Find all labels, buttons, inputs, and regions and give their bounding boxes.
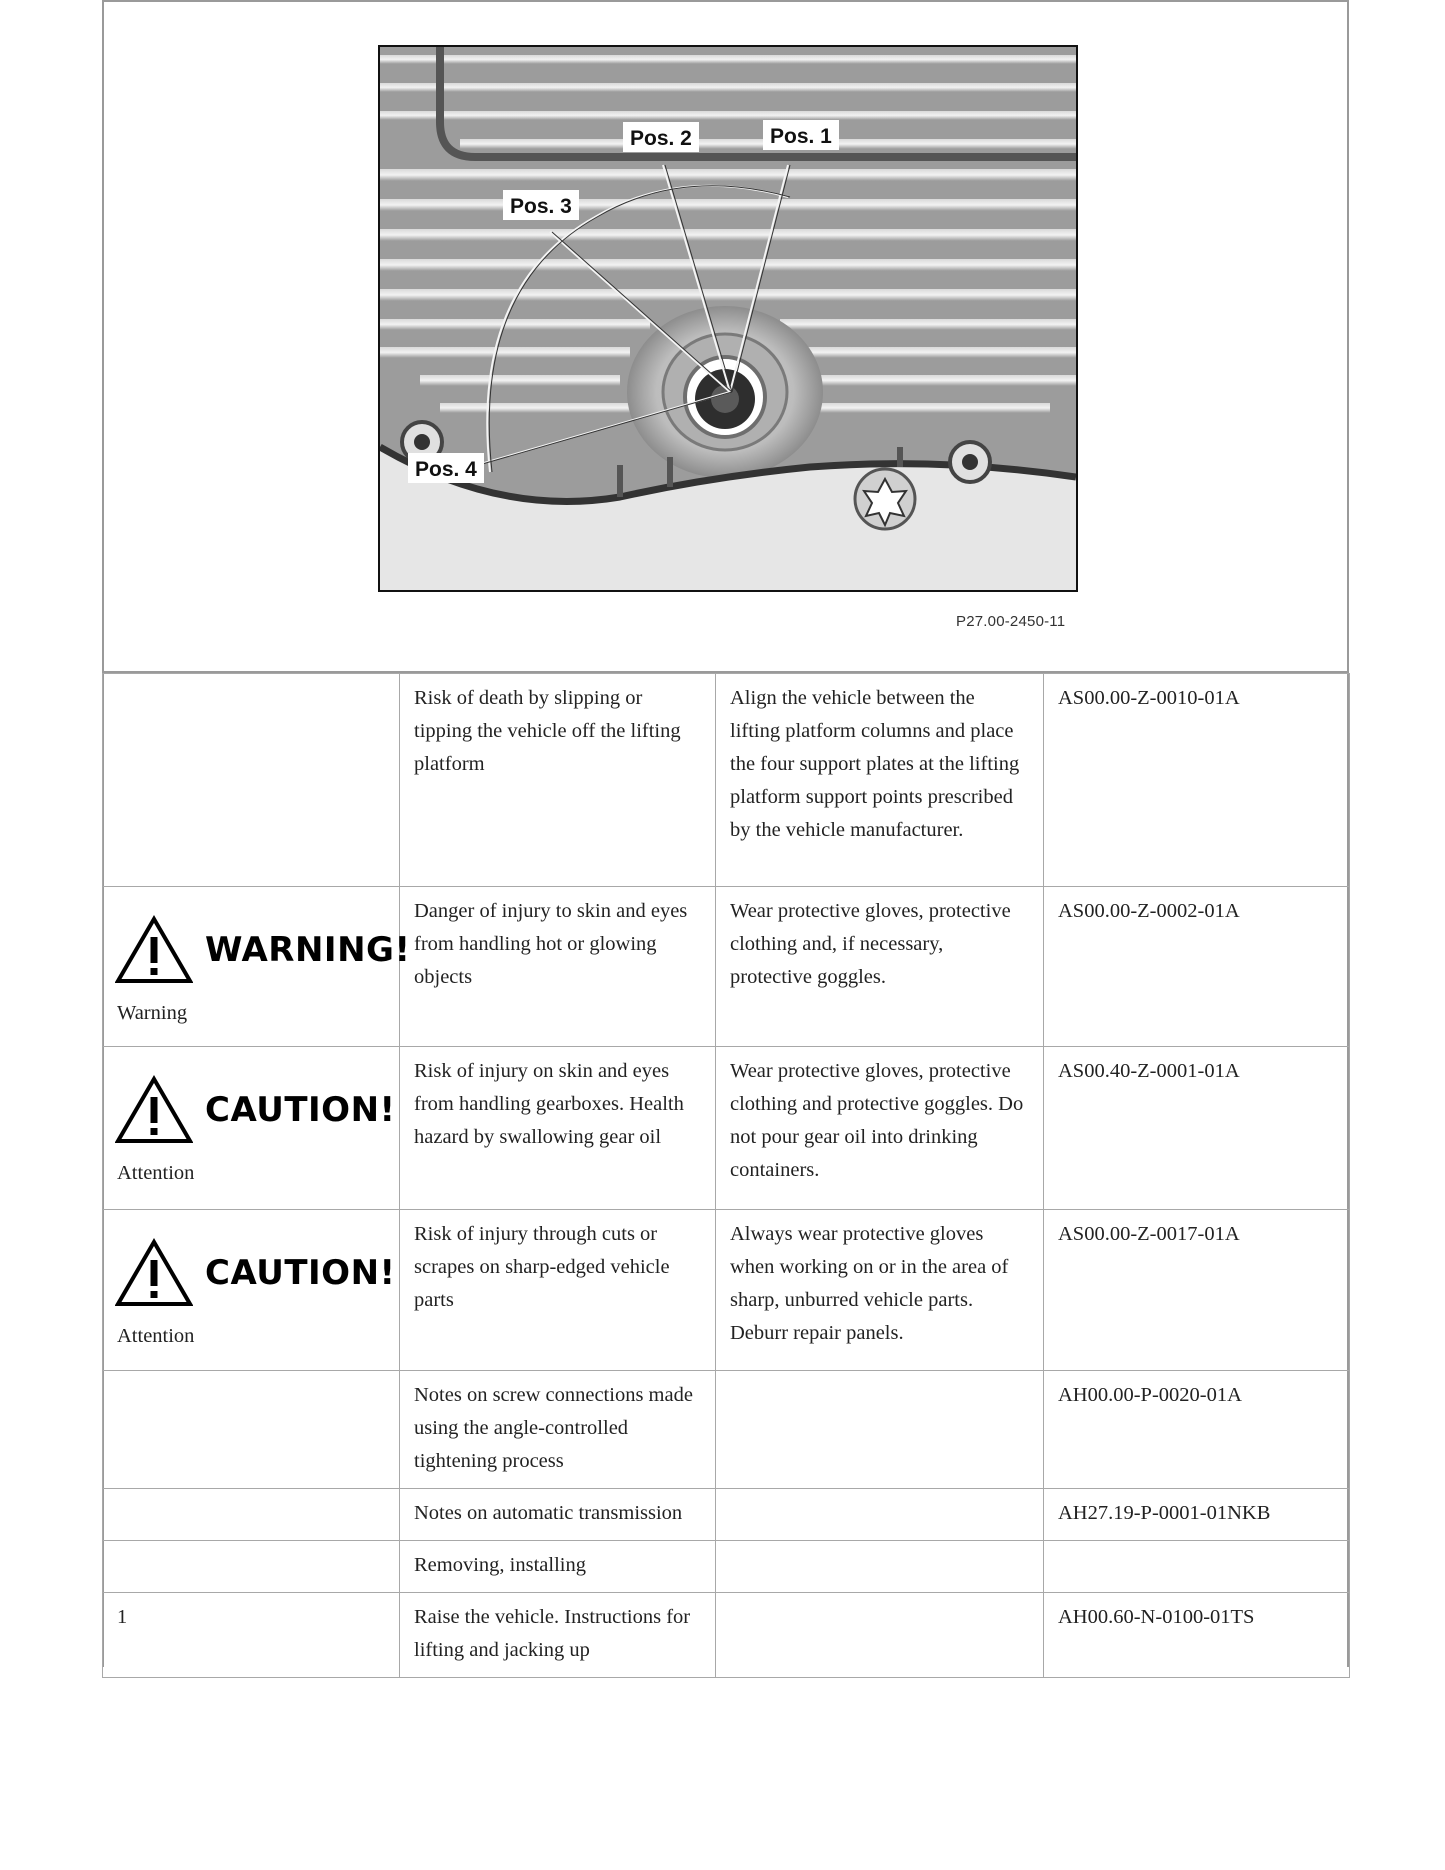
caution-label: CAUTION!: [205, 1089, 396, 1130]
row-3-caption: Attention: [117, 1162, 195, 1184]
row-7-col-1: [103, 1541, 400, 1593]
row-3-reference-link[interactable]: AS00.40-Z-0001-01A: [1044, 1047, 1350, 1210]
callout-pos-4: Pos. 4: [415, 458, 477, 481]
warning-triangle-icon: [115, 1238, 193, 1308]
row-6-measure: [716, 1489, 1044, 1541]
row-5-hazard: Notes on screw connections made using the angle-controlled tightening process: [400, 1371, 716, 1489]
row-5-reference-link[interactable]: AH00.00-P-0020-01A: [1044, 1371, 1350, 1489]
table-row: [103, 1047, 1350, 1210]
table-row: [103, 1541, 1350, 1593]
warning-triangle-icon: [115, 915, 193, 985]
row-1-reference-link[interactable]: AS00.00-Z-0010-01A: [1044, 674, 1350, 887]
row-3-measure: Wear protective gloves, protective clothing and protective goggles. Do not pour gear oil into drinking containers.: [716, 1047, 1044, 1210]
row-3-hazard: Risk of injury on skin and eyes from handling gearboxes. Health hazard by swallowing gear oil: [400, 1047, 716, 1210]
row-1-hazard: Risk of death by slipping or tipping the vehicle off the lifting platform: [400, 674, 716, 887]
row-1-col-1: [103, 674, 400, 887]
row-2-measure: Wear protective gloves, protective clothing and, if necessary, protective goggles.: [716, 887, 1044, 1047]
table-row: [103, 1371, 1350, 1489]
caution-sign: [115, 1236, 396, 1310]
row-2-hazard: Danger of injury to skin and eyes from handling hot or glowing objects: [400, 887, 716, 1047]
row-4-reference-link[interactable]: AS00.00-Z-0017-01A: [1044, 1210, 1350, 1371]
transmission-oil-pan-figure: [378, 45, 1078, 592]
warning-sign: [115, 913, 411, 987]
row-1-measure: Align the vehicle between the lifting platform columns and place the four support plates at the lifting platform support points prescribed by the vehicle manufacturer.: [716, 674, 1044, 887]
row-6-reference-link[interactable]: AH27.19-P-0001-01NKB: [1044, 1489, 1350, 1541]
table-row: [103, 887, 1350, 1047]
row-6-col-1: [103, 1489, 400, 1541]
row-4-hazard: Risk of injury through cuts or scrapes on sharp-edged vehicle parts: [400, 1210, 716, 1371]
row-8-measure: [716, 1593, 1044, 1678]
table-row: [103, 1593, 1350, 1678]
figure-code: P27.00-2450-11: [956, 613, 1066, 630]
row-4-caption: Attention: [117, 1325, 195, 1347]
table-row: [103, 1210, 1350, 1371]
row-2-reference-link[interactable]: AS00.00-Z-0002-01A: [1044, 887, 1350, 1047]
row-3-sign-cell: [103, 1047, 400, 1210]
safety-steps-table: [102, 673, 1350, 1678]
row-8-reference-link[interactable]: AH00.60-N-0100-01TS: [1044, 1593, 1350, 1678]
warning-label: WARNING!: [205, 929, 411, 970]
row-4-measure: Always wear protective gloves when working on or in the area of sharp, unburred vehicle parts. Deburr repair panels.: [716, 1210, 1044, 1371]
row-8-hazard: Raise the vehicle. Instructions for lifting and jacking up: [400, 1593, 716, 1678]
row-7-hazard: Removing, installing: [400, 1541, 716, 1593]
row-2-caption: Warning: [117, 1002, 188, 1024]
figure-area: [104, 2, 1347, 674]
oil-pan-illustration: [380, 47, 1076, 590]
row-5-measure: [716, 1371, 1044, 1489]
table-row: [103, 674, 1350, 887]
row-7-reference-link[interactable]: [1044, 1541, 1350, 1593]
table-row: [103, 1489, 1350, 1541]
row-2-sign-cell: [103, 887, 411, 1047]
caution-label: CAUTION!: [205, 1252, 396, 1293]
row-4-sign-cell: [103, 1210, 400, 1371]
caution-sign: [115, 1073, 396, 1147]
row-6-hazard: Notes on automatic transmission: [400, 1489, 716, 1541]
callout-pos-1: Pos. 1: [770, 125, 832, 148]
row-5-col-1: [103, 1371, 400, 1489]
warning-triangle-icon: [115, 1075, 193, 1145]
callout-pos-2: Pos. 2: [630, 127, 692, 150]
row-8-step-number: 1: [103, 1593, 400, 1678]
row-7-measure: [716, 1541, 1044, 1593]
callout-pos-3: Pos. 3: [510, 195, 572, 218]
